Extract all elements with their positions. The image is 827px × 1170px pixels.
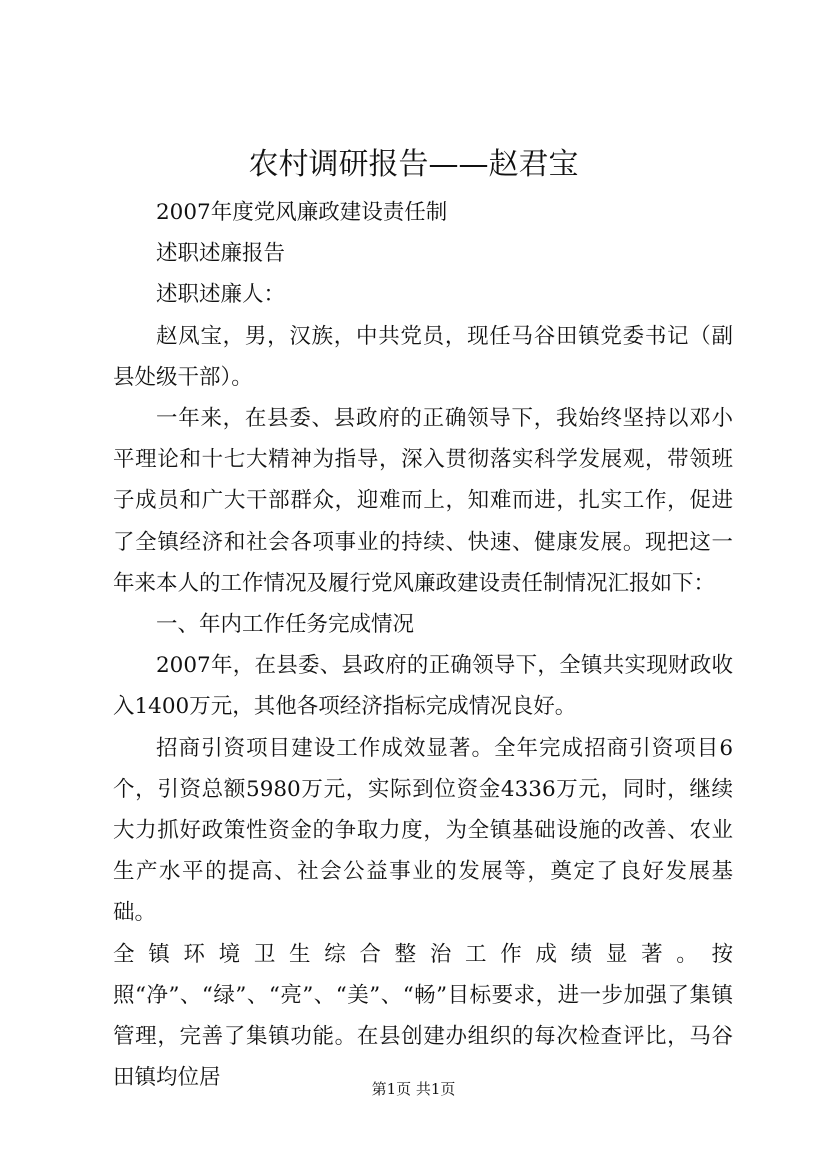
- reporter-intro-paragraph: 赵凤宝，男，汉族，中共党员，现任马谷田镇党委书记（副县处级干部）。: [113, 323, 733, 390]
- finance-paragraph: 2007年，在县委、县政府的正确领导下，全镇共实现财政收入1400万元，其他各项经济指标完成情况良好。: [113, 653, 733, 720]
- page-footer: 第1页 共1页: [371, 1080, 456, 1098]
- document-title: 农村调研报告——赵君宝: [248, 147, 579, 182]
- reporter-label: 述职述廉人：: [156, 282, 286, 308]
- document-body: [113, 192, 733, 1098]
- summary-paragraph: 一年来，在县委、县政府的正确领导下，我始终坚持以邓小平理论和十七大精神为指导，深入贯彻落实科学发展观，带领班子成员和广大干部群众，迎难而上，知难而进，扎实工作，促进了全镇经济和社会各项事业的持续、快速、健康发展。现把这一年来本人的工作情况及履行党风廉政建设责任制情况汇报如下：: [113, 406, 733, 596]
- investment-paragraph: 招商引资项目建设工作成效显著。全年完成招商引资项目6个，引资总额5980万元，实际到位资金4336万元，同时，继续大力抓好政策性资金的争取力度，为全镇基础设施的改善、农业生产水平的提高、社会公益事业的发展等，奠定了良好发展基础。: [113, 735, 733, 926]
- heading-line-2: 述职述廉报告: [156, 241, 286, 267]
- heading-line-1: 2007年度党风廉政建设责任制: [156, 200, 448, 225]
- section-heading: 一、年内工作任务完成情况: [156, 612, 415, 638]
- environment-paragraph: 全镇环境卫生综合整治工作成绩显著。按照“净”、“绿”、“亮”、“美”、“畅”目标要求，进一步加强了集镇管理，完善了集镇功能。在县创建办组织的每次检查评比，马谷田镇均位居: [113, 941, 733, 1091]
